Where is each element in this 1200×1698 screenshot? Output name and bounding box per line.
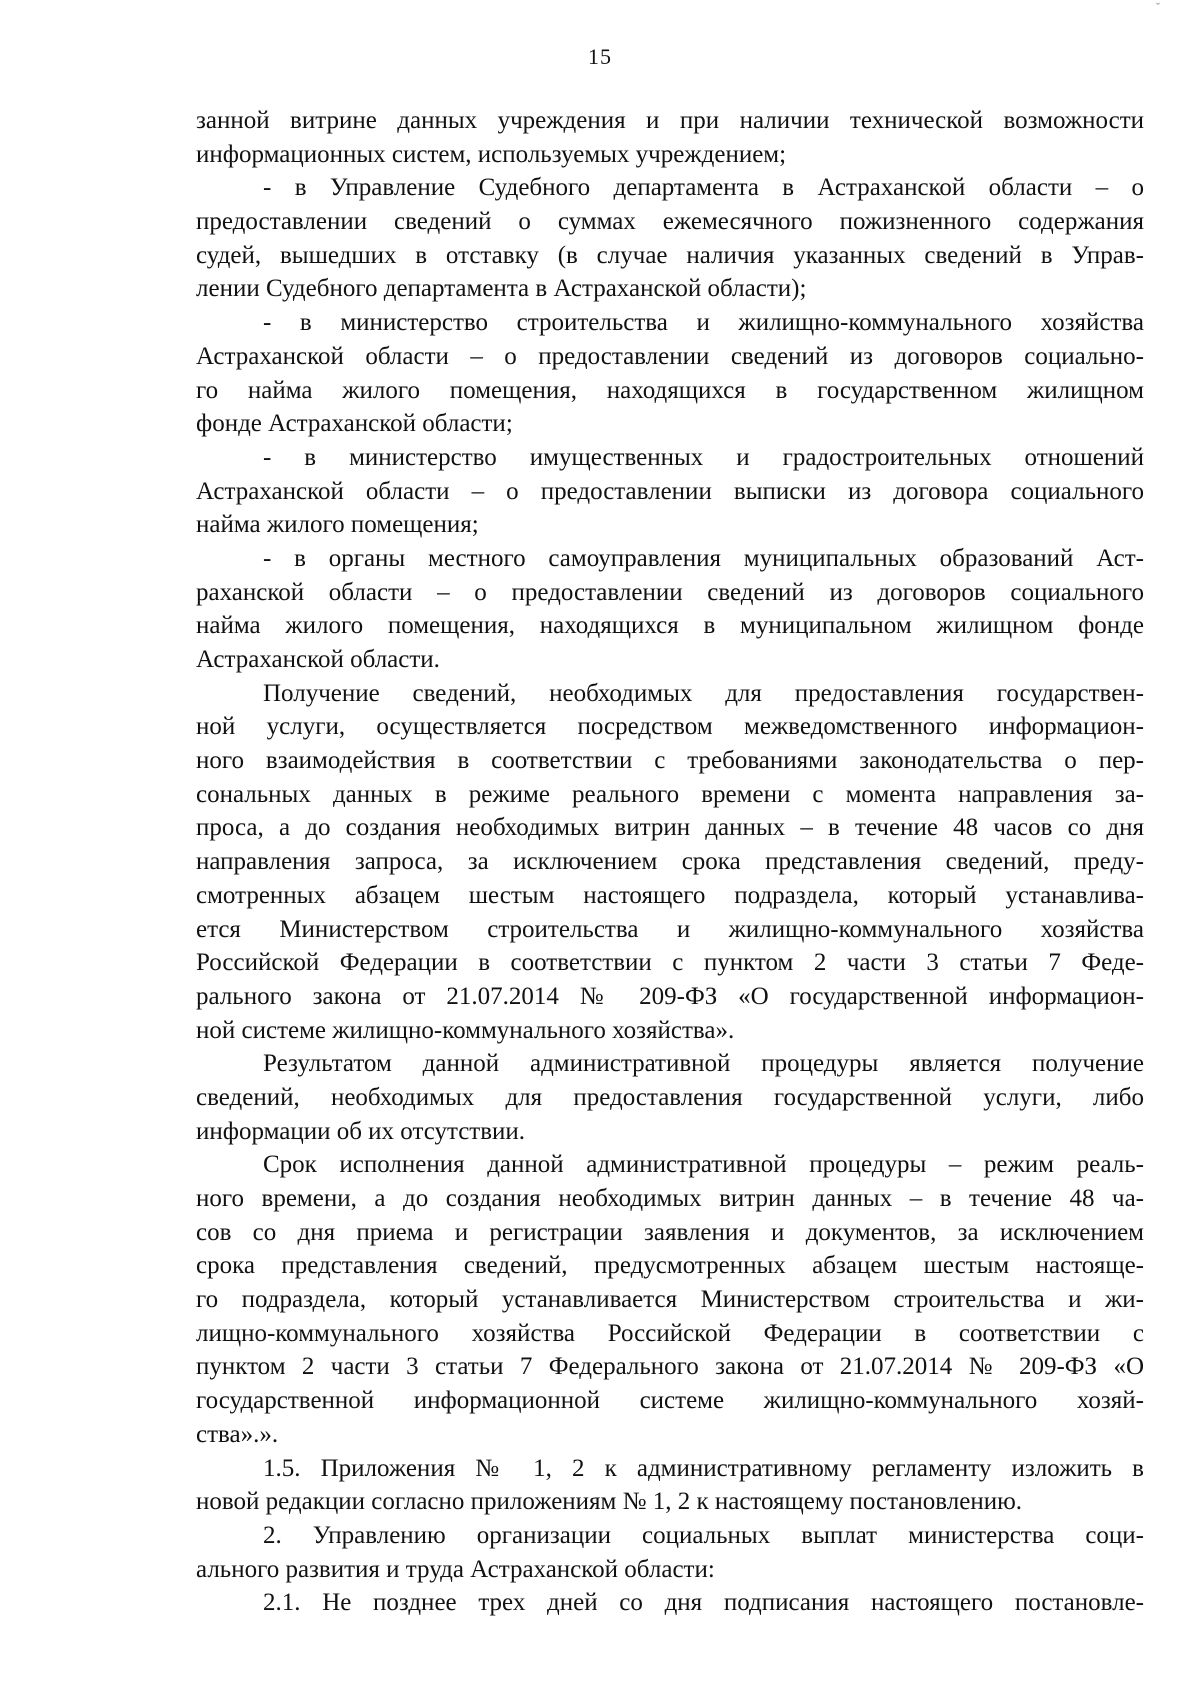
text-line: направления запроса, за исключением срока представления сведений, преду-: [196, 848, 1144, 876]
text-line: сведений, необходимых для предоставления государственной услуги, либо: [196, 1083, 1144, 1111]
paragraph: [196, 104, 1144, 171]
text-line: найма жилого помещения;: [196, 511, 479, 539]
paragraph: [196, 1586, 1144, 1620]
text-line: сов со дня приема и регистрации заявления и документов, за исключением: [196, 1218, 1144, 1246]
paragraph: [196, 306, 1144, 441]
paragraph: [196, 1148, 1144, 1451]
text-line: рального закона от 21.07.2014 № 209-ФЗ «О государственной информацион-: [196, 982, 1144, 1010]
text-line: проса, а до создания необходимых витрин данных – в течение 48 часов со дня: [196, 814, 1144, 842]
paragraph: [196, 171, 1144, 306]
text-line: - в министерство имущественных и градостроительных отношений: [263, 443, 1144, 471]
text-line: 1.5. Приложения № 1, 2 к административному регламенту изложить в: [263, 1454, 1144, 1482]
text-line: смотренных абзацем шестым настоящего подраздела, который устанавлива-: [196, 881, 1144, 909]
text-line: предоставлении сведений о суммах ежемесячного пожизненного содержания: [196, 208, 1144, 236]
text-line: го найма жилого помещения, находящихся в государственном жилищном: [196, 376, 1144, 404]
text-line: - в Управление Судебного департамента в Астраханской области – о: [263, 174, 1144, 202]
text-line: новой редакции согласно приложениям № 1, 2 к настоящему постановлению.: [196, 1488, 1023, 1516]
text-line: - в органы местного самоуправления муниципальных образований Аст-: [263, 544, 1144, 572]
text-line: пунктом 2 части 3 статьи 7 Федерального закона от 21.07.2014 № 209-ФЗ «О: [196, 1353, 1144, 1381]
paragraph: [196, 677, 1144, 1048]
text-line: судей, вышедших в отставку (в случае наличия указанных сведений в Управ-: [196, 241, 1144, 269]
text-line: ного времени, а до создания необходимых витрин данных – в течение 48 ча-: [196, 1185, 1144, 1212]
text-line: ной услуги, осуществляется посредством межведомственного информацион-: [196, 713, 1144, 741]
page-number: 15: [588, 44, 612, 69]
text-line: ства».».: [196, 1420, 279, 1448]
scan-corner-mark: ˇ: [1156, 0, 1160, 14]
text-line: 2.1. Не позднее трех дней со дня подписания настоящего постановле-: [263, 1589, 1144, 1617]
text-line: лении Судебного департамента в Астраханской области);: [196, 275, 807, 303]
paragraph: [196, 1047, 1144, 1148]
document-body: [196, 104, 1144, 1620]
paragraph: [196, 441, 1144, 542]
text-line: 2. Управлению организации социальных выплат министерства соци-: [263, 1521, 1144, 1549]
text-line: Результатом данной административной процедуры является получение: [263, 1050, 1144, 1078]
text-line: найма жилого помещения, находящихся в муниципальном жилищном фонде: [196, 612, 1144, 640]
paragraph: [196, 1519, 1144, 1586]
text-line: срока представления сведений, предусмотренных абзацем шестым настояще-: [196, 1252, 1144, 1280]
paragraph: [196, 542, 1144, 677]
text-line: ной системе жилищно-коммунального хозяйства».: [196, 1016, 735, 1044]
text-line: Астраханской области – о предоставлении сведений из договоров социально-: [196, 342, 1144, 370]
text-line: ального развития и труда Астраханской области:: [196, 1555, 715, 1583]
text-line: ного взаимодействия в соответствии с требованиями законодательства о пер-: [196, 747, 1144, 775]
text-line: Российской Федерации в соответствии с пунктом 2 части 3 статьи 7 Феде-: [196, 949, 1144, 977]
paragraph: [196, 1452, 1144, 1519]
text-line: Астраханской области – о предоставлении выписки из договора социального: [196, 477, 1144, 505]
text-line: сональных данных в режиме реального времени с момента направления за-: [196, 780, 1144, 808]
text-line: фонде Астраханской области;: [196, 410, 513, 438]
text-line: занной витрине данных учреждения и при наличии технической возможности: [196, 107, 1144, 134]
text-line: Получение сведений, необходимых для предоставления государствен-: [263, 679, 1144, 707]
text-line: информации об их отсутствии.: [196, 1117, 526, 1145]
text-line: Срок исполнения данной административной процедуры – режим реаль-: [263, 1151, 1144, 1179]
text-line: Астраханской области.: [196, 646, 440, 673]
text-line: информационных систем, используемых учреждением;: [196, 140, 787, 168]
text-line: лищно-коммунального хозяйства Российской Федерации в соответствии с: [196, 1319, 1144, 1347]
text-line: государственной информационной системе жилищно-коммунального хозяй-: [196, 1387, 1144, 1415]
text-line: ется Министерством строительства и жилищно-коммунального хозяйства: [196, 915, 1144, 943]
text-line: раханской области – о предоставлении сведений из договоров социального: [196, 578, 1144, 606]
text-line: - в министерство строительства и жилищно-коммунального хозяйства: [263, 309, 1144, 337]
text-line: го подраздела, который устанавливается Министерством строительства и жи-: [196, 1286, 1144, 1314]
